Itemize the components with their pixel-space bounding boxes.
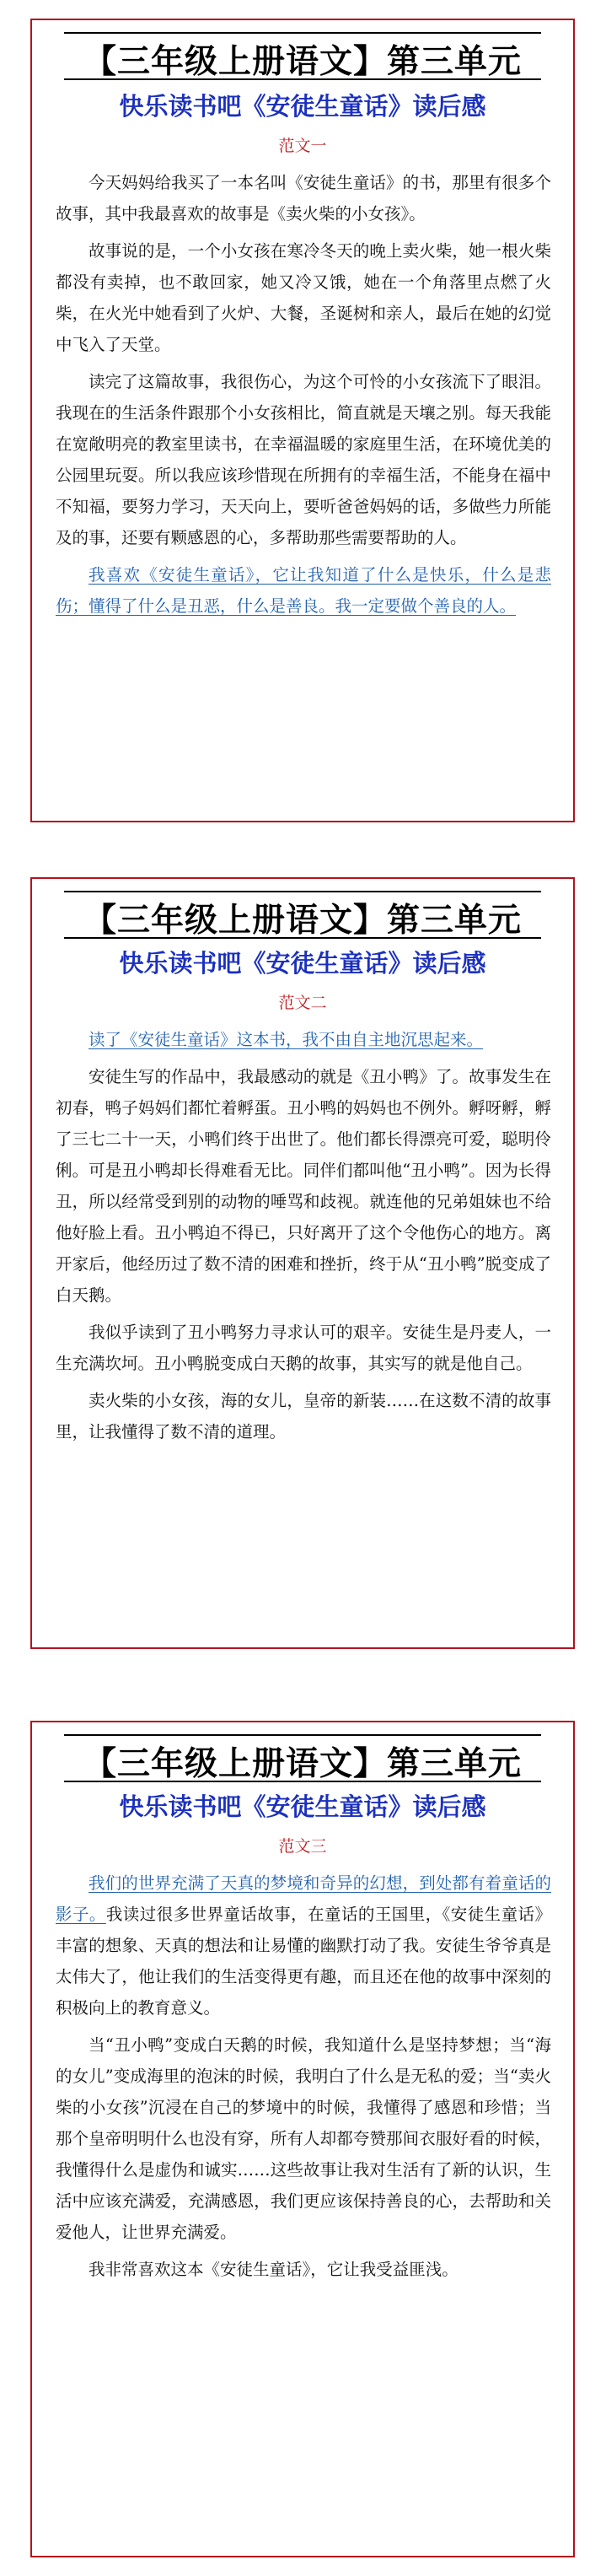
unit-header: 【三年级上册语文】第三单元 — [83, 43, 522, 81]
paragraph: 安徒生写的作品中，我最感动的就是《丑小鸭》了。故事发生在初春，鸭子妈妈们都忙着孵蛋。丑小鸭的妈妈也不例外。孵呀孵，孵了三七二十一天，小鸭们终于出世了。他们都长得漂亮可爱，聪明伶俐。可是丑小鸭却长得难看无比。同伴们都叫他“丑小鸭”。因为长得丑，所以经常受到别的动物的唾骂和歧视。就连他的兄弟姐妹也不给他好脸上看。丑小鸭迫不得已，只好离开了这个令他伤心的地方。离开家后，他经历过了数不清的困难和挫折，终于从“丑小鸭”脱变成了白天鹅。 — [56, 1067, 551, 1305]
paragraph: 读完了这篇故事，我很伤心，为这个可怜的小女孩流下了眼泪。我现在的生活条件跟那个小女孩相比，简直就是天壤之别。每天我能在宽敞明亮的教室里读书，在幸福温暖的家庭里生活，在环境优美的公园里玩耍。所以我应该珍惜现在所拥有的幸福生活，不能身在福中不知福，要努力学习，天天向上，要听爸爸妈妈的话，多做些力所能及的事，还要有颗感恩的心，多帮助那些需要帮助的人。 — [56, 372, 551, 547]
paragraph: 故事说的是，一个小女孩在寒冷冬天的晚上卖火柴，她一根火柴都没有卖掉，也不敢回家，她又冷又饿，她在一个角落里点燃了火柴，在火光中她看到了火炉、大餐，圣诞树和亲人，最后在她的幻觉中飞入了天堂。 — [56, 241, 551, 354]
header-rule-top — [64, 891, 541, 892]
essay-tag: 范文二 — [278, 994, 327, 1012]
paragraph: 今天妈妈给我买了一本名叫《安徒生童话》的书，那里有很多个故事，其中我最喜欢的故事是《卖火柴的小女孩》。 — [56, 173, 551, 224]
paragraph: 当“丑小鸭”变成白天鹅的时候，我知道什么是坚持梦想；当“海的女儿”变成海里的泡沫的时候，我明白了什么是无私的爱；当“卖火柴的小女孩”沉浸在自己的梦境中的时候，我懂得了感恩和珍惜；当那个皇帝明明什么也没有穿，所有人却都夸赞那间衣服好看的时候，我懂得什么是虚伪和诚实……这些故事让我对生活有了新的认识，生活中应该充满爱，充满感恩，我们更应该保持善良的心，去帮助和关爱他人，让世界充满爱。 — [56, 2035, 551, 2242]
essay-tag: 范文一 — [278, 137, 327, 155]
header-rule-bottom — [64, 1781, 541, 1782]
paragraph: 卖火柴的小女孩，海的女儿，皇帝的新装……在这数不清的故事里，让我懂得了数不清的道理。 — [56, 1391, 551, 1442]
essay-subtitle: 快乐读书吧《安徒生童话》读后感 — [119, 92, 486, 121]
unit-header: 【三年级上册语文】第三单元 — [83, 1745, 522, 1783]
header-rule-bottom — [64, 937, 541, 939]
essay-card-1 — [30, 19, 575, 822]
essay-body — [56, 167, 551, 628]
essay-tag: 范文三 — [278, 1837, 327, 1856]
paragraph-highlight: 我喜欢《安徒生童话》，它让我知道了什么是快乐，什么是悲伤；懂得了什么是丑恶，什么是善良。我一定要做个善良的人。 — [56, 565, 551, 616]
essay-body — [56, 1024, 551, 1453]
paragraph: 我们的世界充满了天真的梦境和奇异的幻想，到处都有着童话的影子。我读过很多世界童话故事，在童话的王国里，《安徒生童话》丰富的想象、天真的想法和让易懂的幽默打动了我。安徒生爷爷真是太伟大了，他让我们的生活变得更有趣，而且还在他的故事中深刻的积极向上的教育意义。 — [56, 1873, 551, 2018]
header-rule-bottom — [64, 78, 541, 80]
essay-card-3 — [30, 1721, 575, 2557]
essay-body — [56, 1867, 551, 2291]
unit-header: 【三年级上册语文】第三单元 — [83, 902, 522, 940]
essay-card-2 — [30, 877, 575, 1649]
essay-subtitle: 快乐读书吧《安徒生童话》读后感 — [119, 1792, 486, 1821]
paragraph-highlight: 读了《安徒生童话》这本书，我不由自主地沉思起来。 — [88, 1030, 484, 1049]
essay-subtitle: 快乐读书吧《安徒生童话》读后感 — [119, 949, 486, 978]
paragraph: 我非常喜欢这本《安徒生童话》，它让我受益匪浅。 — [88, 2260, 459, 2279]
header-rule-top — [64, 32, 541, 34]
paragraph: 我似乎读到了丑小鸭努力寻求认可的艰辛。安徒生是丹麦人，一生充满坎坷。丑小鸭脱变成白天鹅的故事，其实写的就是他自己。 — [56, 1323, 551, 1373]
header-rule-top — [64, 1734, 541, 1736]
